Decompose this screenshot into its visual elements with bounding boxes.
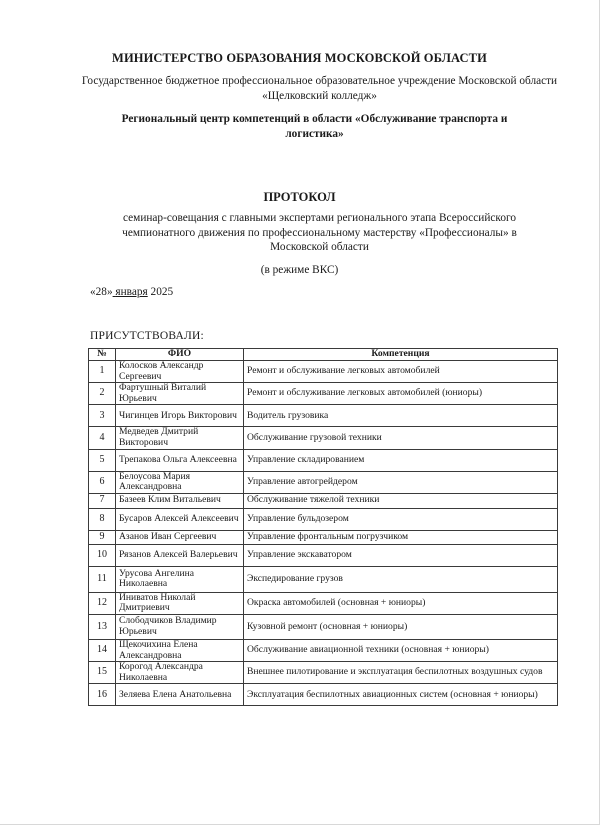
table-row [89, 471, 558, 493]
row-competence: Обслуживание авиационной техники (основная + юниоры) [244, 639, 558, 661]
row-competence: Управление фронтальным погрузчиком [244, 530, 558, 544]
header-fio: ФИО [116, 349, 244, 361]
table-header-row [89, 349, 558, 361]
table-row [89, 530, 558, 544]
table-row [89, 449, 558, 471]
row-fio: Фартушный Виталий Юрьевич [116, 383, 244, 405]
row-number: 9 [89, 530, 116, 544]
table-row [89, 639, 558, 661]
row-competence: Окраска автомобилей (основная + юниоры) [244, 592, 558, 614]
row-fio: Корогод Александра Николаевна [116, 662, 244, 684]
row-number: 3 [89, 405, 116, 427]
table-row [89, 508, 558, 530]
row-fio: Бусаров Алексей Алексеевич [116, 508, 244, 530]
row-competence: Водитель грузовика [244, 405, 558, 427]
header-num: № [89, 349, 116, 361]
row-competence: Кузовной ремонт (основная + юниоры) [244, 614, 558, 639]
table-row [89, 427, 558, 449]
row-fio: Базеев Клим Витальевич [116, 493, 244, 508]
row-number: 15 [89, 662, 116, 684]
row-competence: Обслуживание тяжелой техники [244, 493, 558, 508]
row-fio: Трепакова Ольга Алексеевна [116, 449, 244, 471]
row-competence: Управление экскаватором [244, 544, 558, 566]
header-competence: Компетенция [244, 349, 558, 361]
row-competence: Управление автогрейдером [244, 471, 558, 493]
protocol-subtitle: семинар-совещания с главными экспертами регионального этапа Всероссийского чемпионатного движения по профессиональному мастерству «Профессионалы» в Московской области [122, 212, 517, 253]
row-number: 16 [89, 684, 116, 706]
row-competence: Управление складированием [244, 449, 558, 471]
row-fio: Зеляева Елена Анатольевна [116, 684, 244, 706]
row-number: 12 [89, 592, 116, 614]
table-row [89, 383, 558, 405]
row-fio: Иниватов Николай Дмитриевич [116, 592, 244, 614]
meeting-mode: (в режиме ВКС) [260, 264, 339, 276]
row-number: 14 [89, 639, 116, 661]
row-competence: Ремонт и обслуживание легковых автомобилей (юниоры) [244, 383, 558, 405]
row-number: 6 [89, 471, 116, 493]
row-competence: Ремонт и обслуживание легковых автомобилей [244, 361, 558, 383]
ministry-title: МИНИСТЕРСТВО ОБРАЗОВАНИЯ МОСКОВСКОЙ ОБЛАСТИ [112, 51, 487, 65]
row-number: 7 [89, 493, 116, 508]
table-row [89, 662, 558, 684]
row-competence: Внешнее пилотирование и эксплуатация беспилотных воздушных судов [244, 662, 558, 684]
row-competence: Управление бульдозером [244, 508, 558, 530]
row-number: 5 [89, 449, 116, 471]
attendees-table [88, 348, 558, 706]
table-row [89, 592, 558, 614]
protocol-title: ПРОТОКОЛ [263, 190, 336, 204]
row-fio: Азанов Иван Сергеевич [116, 530, 244, 544]
row-number: 13 [89, 614, 116, 639]
date-month: января [115, 286, 148, 298]
date-day: «28» [90, 286, 113, 298]
row-fio: Белоусова Мария Александровна [116, 471, 244, 493]
table-row [89, 566, 558, 592]
table-row [89, 684, 558, 706]
present-heading: ПРИСУТСТВОВАЛИ: [90, 330, 204, 342]
protocol-date [90, 286, 173, 298]
row-fio: Щекочихина Елена Александровна [116, 639, 244, 661]
table-row [89, 544, 558, 566]
row-competence: Эксплуатация беспилотных авиационных систем (основная + юниоры) [244, 684, 558, 706]
row-competence: Экспедирование грузов [244, 566, 558, 592]
institution-name: Государственное бюджетное профессиональное образовательное учреждение Московской области «Щелковский колледж» [81, 75, 558, 102]
row-number: 8 [89, 508, 116, 530]
row-competence: Обслуживание грузовой техники [244, 427, 558, 449]
row-fio: Урусова Ангелина Николаевна [116, 566, 244, 592]
row-fio: Слободчиков Владимир Юрьевич [116, 614, 244, 639]
competence-center-name: Региональный центр компетенций в области «Обслуживание транспорта и логистика» [121, 113, 508, 140]
row-number: 10 [89, 544, 116, 566]
row-fio: Рязанов Алексей Валерьевич [116, 544, 244, 566]
table-row [89, 614, 558, 639]
row-fio: Колосков Александр Сергеевич [116, 361, 244, 383]
row-fio: Медведев Дмитрий Викторович [116, 427, 244, 449]
row-number: 2 [89, 383, 116, 405]
row-number: 1 [89, 361, 116, 383]
table-row [89, 405, 558, 427]
row-number: 4 [89, 427, 116, 449]
date-year: 2025 [150, 286, 174, 298]
table-row [89, 361, 558, 383]
row-number: 11 [89, 566, 116, 592]
row-fio: Чигинцев Игорь Викторович [116, 405, 244, 427]
table-row [89, 493, 558, 508]
